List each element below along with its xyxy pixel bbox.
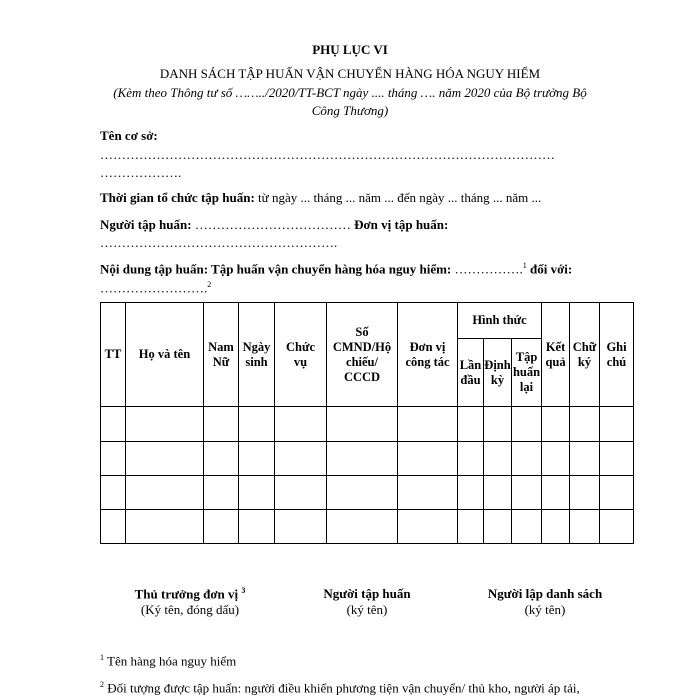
table-cell[interactable] (204, 509, 239, 543)
table-cell[interactable] (398, 475, 458, 509)
trainer-row (100, 217, 448, 233)
table-cell[interactable] (101, 509, 126, 543)
header-retraining (512, 339, 542, 407)
table-cell[interactable] (570, 509, 600, 543)
appendix-heading: PHỤ LỤC VI (312, 42, 388, 57)
table-cell[interactable] (458, 475, 484, 509)
table-cell[interactable] (101, 407, 126, 441)
table-cell[interactable] (275, 475, 327, 509)
document-title: DANH SÁCH TẬP HUẤN VẬN CHUYỂN HÀNG HÓA NGUY HIỂM (159, 66, 541, 81)
table-cell[interactable] (512, 441, 542, 475)
header-periodic-line-1: Định (484, 357, 511, 372)
table-cell[interactable] (101, 475, 126, 509)
training-time-label: Thời gian tổ chức tập huấn: (100, 190, 255, 205)
subtitle-line-1: (Kèm theo Thông tư số ……../2020/TT-BCT ngày .... tháng …. năm 2020 của Bộ trưởng Bộ (113, 85, 587, 100)
header-id-line-3: chiếu/ (346, 354, 378, 369)
header-periodic-line-2: kỳ (490, 372, 505, 387)
target-dots: ……………………. (100, 280, 208, 296)
footnote-ref-2: 2 (207, 280, 212, 289)
trainer-label: Người tập huấn: (100, 217, 192, 232)
table-cell[interactable] (101, 441, 126, 475)
signature-head-note: (Ký tên, đóng dấu) (140, 602, 240, 618)
signature-block-trainer (292, 586, 442, 618)
footnote-1-text: Tên hàng hóa nguy hiểm (104, 653, 237, 669)
header-position-line-1: Chức (285, 339, 316, 354)
training-time-value: từ ngày ... tháng ... năm ... đến ngày ... tháng ... năm ... (254, 190, 542, 205)
header-id-line-1: Số (355, 324, 369, 339)
header-result-line-1: Kết (545, 339, 566, 354)
header-gender-line-2: Nữ (212, 354, 230, 369)
table-cell[interactable] (398, 509, 458, 543)
header-org-line-2: công tác (405, 354, 450, 369)
table-cell[interactable] (239, 407, 275, 441)
header-org-line-1: Đơn vị (409, 339, 446, 354)
header-note-line-1: Ghi (606, 339, 627, 354)
header-result (542, 303, 570, 407)
table-cell[interactable] (512, 407, 542, 441)
table-row (101, 407, 634, 441)
table-cell[interactable] (398, 441, 458, 475)
footnote-ref-1: 1 (522, 261, 527, 270)
table-cell[interactable] (542, 441, 570, 475)
table-cell[interactable] (327, 509, 398, 543)
footnote-1 (100, 653, 236, 669)
table-cell[interactable] (327, 475, 398, 509)
header-note (600, 303, 634, 407)
header-organization (398, 303, 458, 407)
content-label: Nội dung tập huấn: Tập huấn vận chuyển hàng hóa nguy hiểm: (100, 261, 452, 277)
table-row (101, 475, 634, 509)
table-row (101, 441, 634, 475)
signature-maker-note: (ký tên) (524, 602, 566, 617)
header-dob (239, 303, 275, 407)
table-cell[interactable] (542, 509, 570, 543)
table-cell[interactable] (458, 509, 484, 543)
header-signature-line-2: ký (577, 354, 592, 369)
for-label: đối với: (526, 261, 573, 277)
signature-head-title-text: Thủ trưởng đơn vị (134, 586, 239, 602)
table-cell[interactable] (126, 441, 204, 475)
header-position-line-2: vụ (293, 354, 308, 369)
footnote-2 (100, 680, 580, 696)
header-gender (204, 303, 239, 407)
table-cell[interactable] (542, 475, 570, 509)
signature-block-list-maker (465, 586, 625, 618)
signature-trainer-note: (ký tên) (346, 602, 388, 617)
training-unit-dots: ………………………………………………. (100, 235, 338, 250)
table-cell[interactable] (600, 441, 634, 475)
signature-trainer-title: Người tập huấn (323, 586, 411, 601)
table-cell[interactable] (600, 475, 634, 509)
table-cell[interactable] (512, 509, 542, 543)
header-tt: TT (101, 303, 126, 407)
header-retrain-line-3: lại (519, 380, 534, 395)
subtitle-line-2: Công Thương) (311, 103, 389, 118)
table-cell[interactable] (327, 441, 398, 475)
table-cell[interactable] (570, 475, 600, 509)
facility-dots-1: …………………………………………………………………………………………… (100, 147, 555, 162)
footnote-2-mark: 2 (100, 680, 104, 689)
header-signature-line-1: Chữ (572, 339, 597, 354)
signature-head-title (115, 586, 265, 602)
facility-label: Tên cơ sở: (100, 128, 158, 143)
table-row (101, 509, 634, 543)
header-name: Họ và tên (126, 303, 204, 407)
table-cell[interactable] (398, 407, 458, 441)
header-id-number (327, 303, 398, 407)
header-signature (570, 303, 600, 407)
table-cell[interactable] (512, 475, 542, 509)
table-cell[interactable] (327, 407, 398, 441)
table-cell[interactable] (600, 407, 634, 441)
header-result-line-2: quả (545, 354, 566, 369)
footnote-2-text: Đối tượng được tập huấn: người điều khiển phương tiện vận chuyển/ thủ kho, người áp tải, (104, 680, 580, 696)
table-cell[interactable] (600, 509, 634, 543)
table-cell[interactable] (126, 475, 204, 509)
footnote-ref-3: 3 (241, 586, 246, 595)
table-cell[interactable] (570, 441, 600, 475)
header-dob-line-1: Ngày (242, 339, 271, 354)
header-gender-line-1: Nam (208, 339, 234, 354)
header-retrain-line-2: huấn (512, 365, 541, 380)
trainer-dots: ……………………………… (191, 217, 355, 232)
table-cell[interactable] (484, 475, 512, 509)
header-first-time (458, 339, 484, 407)
table-cell[interactable] (275, 509, 327, 543)
table-cell[interactable] (204, 407, 239, 441)
table-cell[interactable] (570, 407, 600, 441)
table-cell[interactable] (126, 407, 204, 441)
header-position (275, 303, 327, 407)
table-cell[interactable] (542, 407, 570, 441)
header-form: Hình thức (458, 303, 542, 339)
header-periodic (484, 339, 512, 407)
header-id-line-4: CCCD (343, 369, 381, 384)
table-cell[interactable] (204, 441, 239, 475)
header-first-line-2: đầu (460, 372, 481, 387)
training-unit-label: Đơn vị tập huấn: (354, 217, 449, 232)
table-cell[interactable] (484, 509, 512, 543)
facility-dots-2: ………………. (100, 165, 182, 180)
training-time-row (100, 190, 541, 206)
header-first-line-1: Lần (459, 357, 482, 372)
table-cell[interactable] (204, 475, 239, 509)
signature-block-head (115, 586, 265, 618)
table-cell[interactable] (275, 407, 327, 441)
table-cell[interactable] (484, 441, 512, 475)
header-dob-line-2: sinh (245, 354, 268, 369)
content-dots: ……………. (451, 261, 523, 277)
table-cell[interactable] (458, 407, 484, 441)
table-cell[interactable] (239, 509, 275, 543)
table-cell[interactable] (239, 441, 275, 475)
header-retrain-line-1: Tập (515, 350, 538, 365)
table-cell[interactable] (126, 509, 204, 543)
header-note-line-2: chú (606, 354, 627, 369)
signature-maker-title: Người lập danh sách (487, 586, 603, 601)
content-row (100, 261, 572, 277)
footnote-1-mark: 1 (100, 653, 104, 662)
table-cell[interactable] (458, 441, 484, 475)
table-cell[interactable] (275, 441, 327, 475)
training-list-table (100, 302, 634, 544)
table-cell[interactable] (484, 407, 512, 441)
header-id-line-2: CMND/Hộ (332, 339, 392, 354)
target-row (100, 280, 211, 296)
table-cell[interactable] (239, 475, 275, 509)
table-header-row-1 (101, 303, 634, 339)
